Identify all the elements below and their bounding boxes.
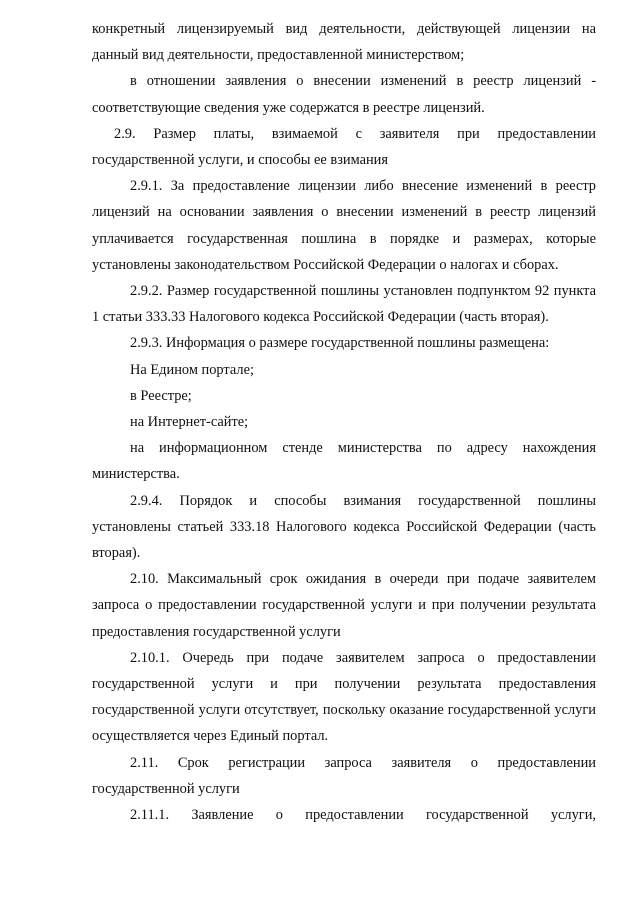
paragraph-registry-note: в отношении заявления о внесении изменений в реестр лицензий - соответствующие сведения уже содержатся в реестре лицензий.: [92, 73, 596, 116]
paragraph-2-9-3: 2.9.3. Информация о размере государственной пошлины размещена:: [130, 335, 550, 352]
list-item-info-stand: на информационном стенде министерства по адресу нахождения министерства.: [92, 440, 596, 483]
section-heading-2-10: 2.10. Максимальный срок ожидания в очереди при подаче заявителем запроса о предоставлении государственной услуги и при получении результата предоставления государственной услуги: [92, 571, 596, 640]
section-heading-2-9: 2.9. Размер платы, взимаемой с заявителя при предоставлении государственной услуги, и способы ее взимания: [92, 125, 596, 169]
paragraph-2-10-1: 2.10.1. Очередь при подаче заявителем запроса о предоставлении государственной услуги и при получении результата предоставления государственной услуги отсутствует, поскольку оказание государственной услуги осуществляется через Единый портал.: [92, 649, 596, 745]
paragraph-2-9-1: 2.9.1. За предоставление лицензии либо внесение изменений в реестр лицензий на основании заявления о внесении изменений в реестр лицензий уплачивается государственная пошлина в порядке и размерах, которые установлены законодательством Российской Федерации о налогах и сборах.: [92, 178, 596, 273]
paragraph-continuation: конкретный лицензируемый вид деятельности, действующей лицензии на данный вид деятельности, предоставленной министерством;: [92, 21, 596, 64]
paragraph-2-9-2: 2.9.2. Размер государственной пошлины установлен подпунктом 92 пункта 1 статьи 333.33 Налогового кодекса Российской Федерации (часть вторая).: [92, 283, 596, 326]
list-item-registry: в Реестре;: [130, 387, 192, 404]
paragraph-2-9-4: 2.9.4. Порядок и способы взимания государственной пошлины установлены статьей 333.18 Налогового кодекса Российской Федерации (часть вторая).: [92, 492, 596, 562]
section-heading-2-11: 2.11. Срок регистрации запроса заявителя о предоставлении государственной услуги: [92, 754, 596, 797]
paragraph-2-11-1: 2.11.1. Заявление о предоставлении государственной услуги,: [130, 807, 596, 824]
list-item-portal: На Едином портале;: [130, 361, 254, 378]
list-item-website: на Интернет-сайте;: [130, 414, 249, 431]
